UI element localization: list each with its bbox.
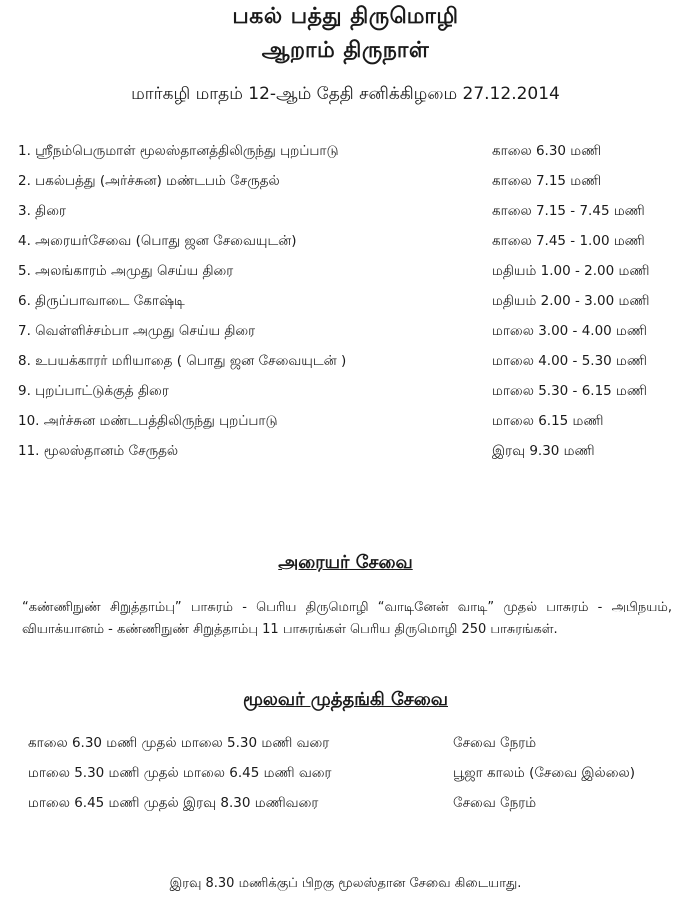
schedule-event: 7. வெள்ளிச்சம்பா அமுது செய்ய திரை (18, 323, 256, 339)
schedule-event: 1. ஸ்ரீநம்பெருமாள் மூலஸ்தானத்திலிருந்து புறப்பாடு (18, 143, 339, 159)
schedule-time: காலை 7.45 - 1.00 மணி (492, 233, 645, 249)
schedule-time: காலை 6.30 மணி (492, 143, 602, 159)
footer-note: இரவு 8.30 மணிக்குப் பிறகு மூலஸ்தான சேவை கிடையாது. (169, 876, 522, 891)
schedule-row (18, 137, 688, 167)
schedule-time: காலை 7.15 - 7.45 மணி (492, 203, 645, 219)
schedule-row (18, 407, 688, 437)
schedule-event: 9. புறப்பாட்டுக்குத் திரை (18, 383, 169, 399)
schedule-time: மாலை 3.00 - 4.00 மணி (492, 323, 647, 339)
schedule-event: 6. திருப்பாவாடை கோஷ்டி (18, 293, 185, 309)
schedule-row (18, 317, 688, 347)
moolavar-row (28, 761, 688, 789)
schedule-time: காலை 7.15 மணி (492, 173, 602, 189)
title-line-2: ஆறாம் திருநாள் (261, 38, 430, 63)
date-line: மார்கழி மாதம் 12-ஆம் தேதி சனிக்கிழமை 27.12.2014 (131, 84, 560, 104)
schedule-event: 2. பகல்பத்து (அர்ச்சுன) மண்டபம் சேருதல் (18, 173, 280, 189)
schedule-event: 4. அரையர்சேவை (பொது ஜன சேவையுடன்) (18, 233, 297, 249)
schedule-row (18, 377, 688, 407)
moolavar-status: சேவை நேரம் (453, 735, 537, 751)
schedule-time: மதியம் 1.00 - 2.00 மணி (492, 263, 650, 279)
araiyar-paragraph: “கண்ணிநுண் சிறுத்தாம்பு” பாசுரம் - பெரிய திருமொழி “வாடினேன் வாடி” முதல் பாசுரம் - அபிநயம், வியாக்யானம் - கண்ணிநுண் சிறுத்தாம்பு 11 பாசுரங்கள் பெரிய திருமொழி 250 பாசுரங்கள். (22, 600, 672, 637)
moolavar-time-range: மாலை 6.45 மணி முதல் இரவு 8.30 மணிவரை (28, 795, 319, 811)
moolavar-time-range: மாலை 5.30 மணி முதல் மாலை 6.45 மணி வரை (28, 765, 332, 781)
schedule-row (18, 197, 688, 227)
moolavar-status: பூஜா காலம் (சேவை இல்லை) (453, 765, 635, 781)
araiyar-heading: அரையர் சேவை (278, 552, 413, 573)
moolavar-heading: மூலவர் முத்தங்கி சேவை (243, 689, 448, 710)
schedule-time: மாலை 4.00 - 5.30 மணி (492, 353, 647, 369)
schedule-row (18, 227, 688, 257)
schedule-event: 3. திரை (18, 203, 66, 219)
schedule-row (18, 437, 688, 467)
schedule-time: மாலை 6.15 மணி (492, 413, 604, 429)
schedule-time: மதியம் 2.00 - 3.00 மணி (492, 293, 650, 309)
schedule-row (18, 257, 688, 287)
schedule-time: மாலை 5.30 - 6.15 மணி (492, 383, 647, 399)
moolavar-row (28, 731, 688, 759)
schedule-row (18, 287, 688, 317)
title-line-1: பகல் பத்து திருமொழி (232, 4, 459, 29)
schedule-event: 8. உபயக்காரர் மரியாதை ( பொது ஜன சேவையுடன் ) (18, 353, 347, 369)
schedule-row (18, 167, 688, 197)
schedule-event: 5. அலங்காரம் அமுது செய்ய திரை (18, 263, 234, 279)
schedule-time: இரவு 9.30 மணி (492, 443, 595, 459)
schedule-event: 10. அர்ச்சுன மண்டபத்திலிருந்து புறப்பாடு (18, 413, 278, 429)
moolavar-row (28, 791, 688, 819)
schedule-row (18, 347, 688, 377)
moolavar-time-range: காலை 6.30 மணி முதல் மாலை 5.30 மணி வரை (28, 735, 330, 751)
schedule-event: 11. மூலஸ்தானம் சேருதல் (18, 443, 179, 459)
moolavar-status: சேவை நேரம் (453, 795, 537, 811)
